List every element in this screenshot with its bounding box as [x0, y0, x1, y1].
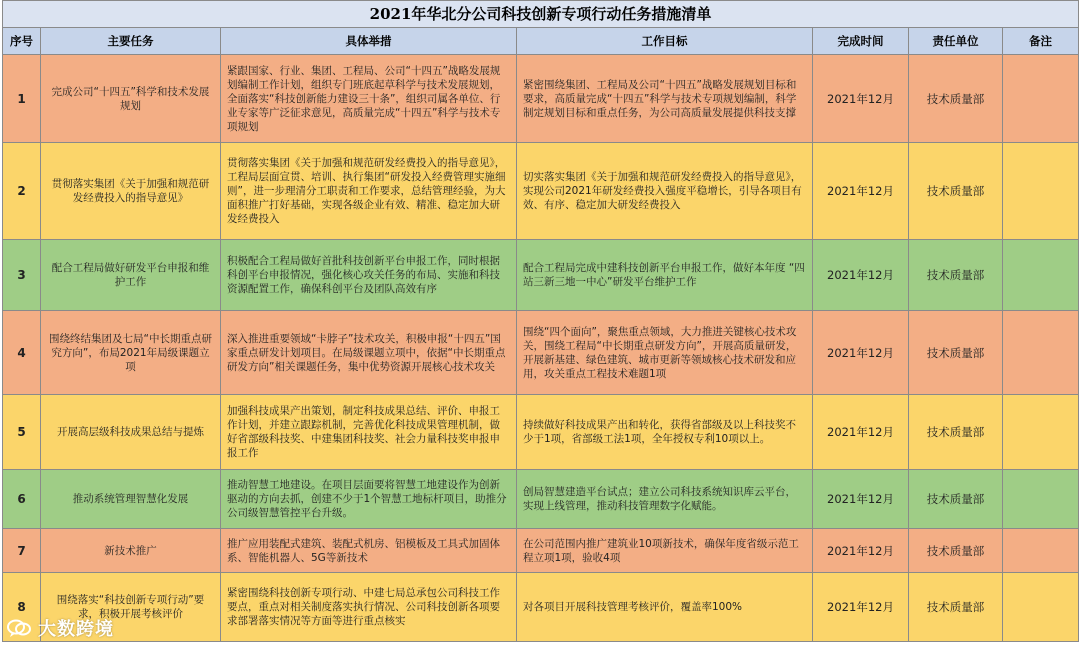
row-number: 5 — [3, 395, 41, 470]
dept-cell: 技术质量部 — [909, 240, 1003, 311]
row-number: 1 — [3, 55, 41, 143]
note-cell — [1003, 311, 1079, 395]
row-number: 8 — [3, 573, 41, 642]
task-cell: 配合工程局做好研发平台申报和维护工作 — [41, 240, 221, 311]
goal-cell: 切实落实集团《关于加强和规范研发经费投入的指导意见》，实现公司2021年研发经费投入强度平稳增长，引导各项目有效、有序、稳定加大研发经费投入 — [517, 143, 813, 240]
table-row — [3, 311, 1079, 395]
note-cell — [1003, 55, 1079, 143]
detail-cell: 加强科技成果产出策划，制定科技成果总结、评价、申报工作计划，并建立跟踪机制，完善优化科技成果管理机制，做好省部级科技奖、中建集团科技奖、社会力量科技奖申报申报工作 — [221, 395, 517, 470]
task-table — [2, 0, 1079, 642]
time-cell: 2021年12月 — [813, 529, 909, 573]
row-number: 4 — [3, 311, 41, 395]
header-note: 备注 — [1003, 28, 1079, 55]
header-task: 主要任务 — [41, 28, 221, 55]
header-dept: 责任单位 — [909, 28, 1003, 55]
dept-cell: 技术质量部 — [909, 573, 1003, 642]
header-detail: 具体举措 — [221, 28, 517, 55]
dept-cell: 技术质量部 — [909, 55, 1003, 143]
note-cell — [1003, 395, 1079, 470]
goal-cell: 在公司范围内推广建筑业10项新技术，确保年度省级示范工程立项1项，验收4项 — [517, 529, 813, 573]
time-cell: 2021年12月 — [813, 470, 909, 529]
chat-bubble-logo-icon — [6, 618, 32, 638]
header-goal: 工作目标 — [517, 28, 813, 55]
task-cell: 开展高层级科技成果总结与提炼 — [41, 395, 221, 470]
task-cell: 贯彻落实集团《关于加强和规范研发经费投入的指导意见》 — [41, 143, 221, 240]
dept-cell: 技术质量部 — [909, 143, 1003, 240]
dept-cell: 技术质量部 — [909, 395, 1003, 470]
row-number: 6 — [3, 470, 41, 529]
table-row — [3, 470, 1079, 529]
note-cell — [1003, 143, 1079, 240]
detail-cell: 推广应用装配式建筑、装配式机房、铝模板及工具式加固体系、智能机器人、5G等新技术 — [221, 529, 517, 573]
table-row — [3, 395, 1079, 470]
table-row — [3, 573, 1079, 642]
task-cell: 推动系统管理智慧化发展 — [41, 470, 221, 529]
goal-cell: 围绕“四个面向”，聚焦重点领域，大力推进关键核心技术攻关，围绕工程局“中长期重点研发方向”，开展高质量研发，开展新基建、绿色建筑、城市更新等领域核心技术研发和应用，攻关重点工程技术难题1项 — [517, 311, 813, 395]
detail-cell: 深入推进重要领域“卡脖子”技术攻关，积极申报“十四五”国家重点研发计划项目。在局级课题立项中，依据“中长期重点研发方向”相关课题任务，集中优势资源开展核心技术攻关 — [221, 311, 517, 395]
time-cell: 2021年12月 — [813, 395, 909, 470]
detail-cell: 贯彻落实集团《关于加强和规范研发经费投入的指导意见》，工程局层面宣贯、培训、执行集团“研发投入经费管理实施细则”，进一步理清分工职责和工作要求，总结管理经验，为大面积推广打好基础，实现各级企业有效、精准、稳定加大研发经费投入 — [221, 143, 517, 240]
dept-cell: 技术质量部 — [909, 470, 1003, 529]
watermark — [6, 615, 114, 641]
time-cell: 2021年12月 — [813, 143, 909, 240]
header-no: 序号 — [3, 28, 41, 55]
note-cell — [1003, 470, 1079, 529]
detail-cell: 积极配合工程局做好首批科技创新平台申报工作，同时根据科创平台申报情况，强化核心攻关任务的布局、实施和科技资源配置工作，确保科创平台及团队高效有序 — [221, 240, 517, 311]
note-cell — [1003, 573, 1079, 642]
dept-cell: 技术质量部 — [909, 529, 1003, 573]
task-cell: 完成公司“十四五”科学和技术发展规划 — [41, 55, 221, 143]
row-number: 7 — [3, 529, 41, 573]
row-number: 3 — [3, 240, 41, 311]
note-cell — [1003, 240, 1079, 311]
detail-cell: 推动智慧工地建设。在项目层面要将智慧工地建设作为创新驱动的方向去抓，创建不少于1个智慧工地标杆项目，助推分公司级智慧管控平台升级。 — [221, 470, 517, 529]
task-cell: 新技术推广 — [41, 529, 221, 573]
note-cell — [1003, 529, 1079, 573]
goal-cell: 紧密围绕集团、工程局及公司“十四五”战略发展规划目标和要求，高质量完成“十四五”科学与技术专项规划编制，科学制定规划目标和重点任务，为公司高质量发展提供科技支撑 — [517, 55, 813, 143]
time-cell: 2021年12月 — [813, 311, 909, 395]
task-cell: 围绕终结集团及七局“中长期重点研究方向”，布局2021年局级课题立项 — [41, 311, 221, 395]
task-cell: 围绕落实“科技创新专项行动”要求，积极开展考核评价 — [41, 573, 221, 642]
detail-cell: 紧跟国家、行业、集团、工程局、公司“十四五”战略发展规划编制工作计划，组织专门班底起草科学与技术发展规划，全面落实“科技创新能力建设三十条”，组织司属各单位、行业专家等广泛征求意见，高质量完成“十四五”科学与技术专项规划 — [221, 55, 517, 143]
detail-cell: 紧密围绕科技创新专项行动、中建七局总承包公司科技工作要点，重点对相关制度落实执行情况、公司科技创新各项要求部署落实情况等方面等进行重点核实 — [221, 573, 517, 642]
goal-cell: 对各项目开展科技管理考核评价，覆盖率100% — [517, 573, 813, 642]
header-row — [3, 28, 1079, 55]
table-row — [3, 143, 1079, 240]
goal-cell: 配合工程局完成中建科技创新平台申报工作，做好本年度 “四站三新三地一中心”研发平台维护工作 — [517, 240, 813, 311]
goal-cell: 持续做好科技成果产出和转化，获得省部级及以上科技奖不少于1项，省部级工法1项，全年授权专利10项以上。 — [517, 395, 813, 470]
header-time: 完成时间 — [813, 28, 909, 55]
sheet-title: 2021年华北分公司科技创新专项行动任务措施清单 — [3, 1, 1079, 28]
table-row — [3, 529, 1079, 573]
table-row — [3, 55, 1079, 143]
time-cell: 2021年12月 — [813, 240, 909, 311]
time-cell: 2021年12月 — [813, 573, 909, 642]
row-number: 2 — [3, 143, 41, 240]
watermark-text: 大数跨境 — [38, 619, 114, 640]
dept-cell: 技术质量部 — [909, 311, 1003, 395]
time-cell: 2021年12月 — [813, 55, 909, 143]
table-row — [3, 240, 1079, 311]
goal-cell: 创局智慧建造平台试点；建立公司科技系统知识库云平台，实现上线管理，推动科技管理数字化赋能。 — [517, 470, 813, 529]
